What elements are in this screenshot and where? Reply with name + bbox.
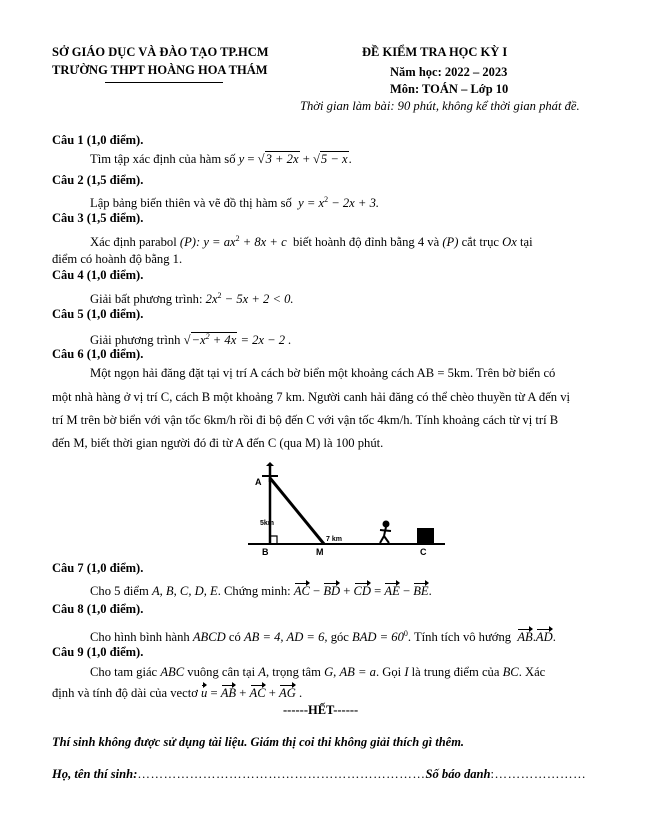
question-7-title: Câu 7 (1,0 điểm). — [52, 561, 144, 575]
walking-person-icon — [380, 521, 391, 544]
label-5km: 5km — [260, 520, 275, 527]
name-label: Họ, tên thí sinh: — [52, 767, 138, 781]
question-4-text: Giải bất phương trình: $2x^2 - 5x + 2 < 0$. — [90, 291, 294, 307]
question-2-title: Câu 2 (1,5 điểm). — [52, 173, 144, 187]
sbd-label: Số báo danh — [425, 767, 491, 781]
lighthouse-diagram — [240, 462, 455, 562]
restaurant-icon — [417, 528, 434, 543]
question-6-line-3: trí M trên bờ biển với vận tốc 6km/h rồi đi bộ đến C với vận tốc 4km/h. Tính khoảng cách từ vị trí B — [52, 413, 559, 427]
question-7-text: Cho 5 điểm A, B, C, D, E. Chứng minh: AC − BD + CD = AE − BE. — [90, 584, 432, 598]
question-4-title: Câu 4 (1,0 điểm). — [52, 268, 144, 282]
sbd-dots: :………………… — [490, 767, 587, 781]
school-year: Năm học: 2022 – 2023 — [390, 65, 508, 79]
question-9-title: Câu 9 (1,0 điểm). — [52, 645, 144, 659]
header-underline — [105, 82, 223, 83]
question-8-title: Câu 8 (1,0 điểm). — [52, 602, 144, 616]
question-5-title: Câu 5 (1,0 điểm). — [52, 307, 144, 321]
question-6-line-1: Một ngọn hải đăng đặt tại vị trí A cách bờ biển một khoảng cách AB = 5km. Trên bờ biển có — [90, 366, 556, 380]
end-mark: ------HẾT------ — [283, 703, 359, 717]
label-c: C — [420, 547, 427, 557]
footer-note: Thí sinh không được sử dụng tài liệu. Giám thị coi thi không giải thích gì thêm. — [52, 735, 465, 749]
label-7km: 7 km — [326, 536, 342, 543]
time-note: Thời gian làm bài: 90 phút, không kể thời gian phát đề. — [300, 99, 580, 113]
question-9-line-2: định và tính độ dài của vectơ u = AB + AC + AG . — [52, 686, 303, 700]
label-b: B — [262, 547, 269, 557]
subject: Môn: TOÁN – Lớp 10 — [390, 82, 509, 96]
question-3-line-2: điểm có hoành độ bằng 1. — [52, 252, 183, 266]
question-1-text: Tìm tập xác định của hàm số y = √3 + 2x + √5 − x. — [90, 152, 352, 166]
question-9-line-1: Cho tam giác ABC vuông cân tại A, trọng tâm G, AB = a. Gọi I là trung điểm của BC. Xác — [90, 665, 546, 679]
candidate-info-line — [52, 766, 586, 782]
question-5-text: Giải phương trình $√-x^2 + 4x = 2x - 2$ . — [90, 332, 292, 348]
question-3-line-1: Xác định parabol (P): $y = ax^2 + 8x + c$ biết hoành độ đỉnh bằng 4 và (P) cắt trục Ox tại — [90, 234, 533, 250]
question-2-text: Lập bảng biến thiên và vẽ đồ thị hàm số $y = x^2 - 2x + 3$. — [90, 195, 380, 211]
question-1-title: Câu 1 (1,0 điểm). — [52, 133, 144, 147]
department-name: SỞ GIÁO DỤC VÀ ĐÀO TẠO TP.HCM — [52, 45, 269, 59]
name-dots: ………………………………………………………… — [137, 767, 426, 781]
question-6-line-4: đến M, biết thời gian người đó đi từ A đến C (qua M) là 100 phút. — [52, 436, 384, 450]
exam-title: ĐỀ KIỂM TRA HỌC KỲ I — [362, 45, 508, 59]
question-3-title: Câu 3 (1,5 điểm). — [52, 211, 144, 225]
label-m: M — [316, 547, 324, 557]
label-a: A — [255, 477, 262, 487]
question-6-title: Câu 6 (1,0 điểm). — [52, 347, 144, 361]
question-6-line-2: một nhà hàng ở vị trí C, cách B một khoảng 7 km. Người canh hải đăng có thể chèo thuyền từ A đến vị — [52, 390, 571, 404]
segment-am — [270, 478, 324, 544]
school-name: TRƯỜNG THPT HOÀNG HOA THÁM — [52, 63, 268, 77]
question-8-text: Cho hình bình hành ABCD có AB = 4, AD = 6, góc BAD = $60^0$. Tính tích vô hướng AB.AD. — [90, 629, 556, 645]
